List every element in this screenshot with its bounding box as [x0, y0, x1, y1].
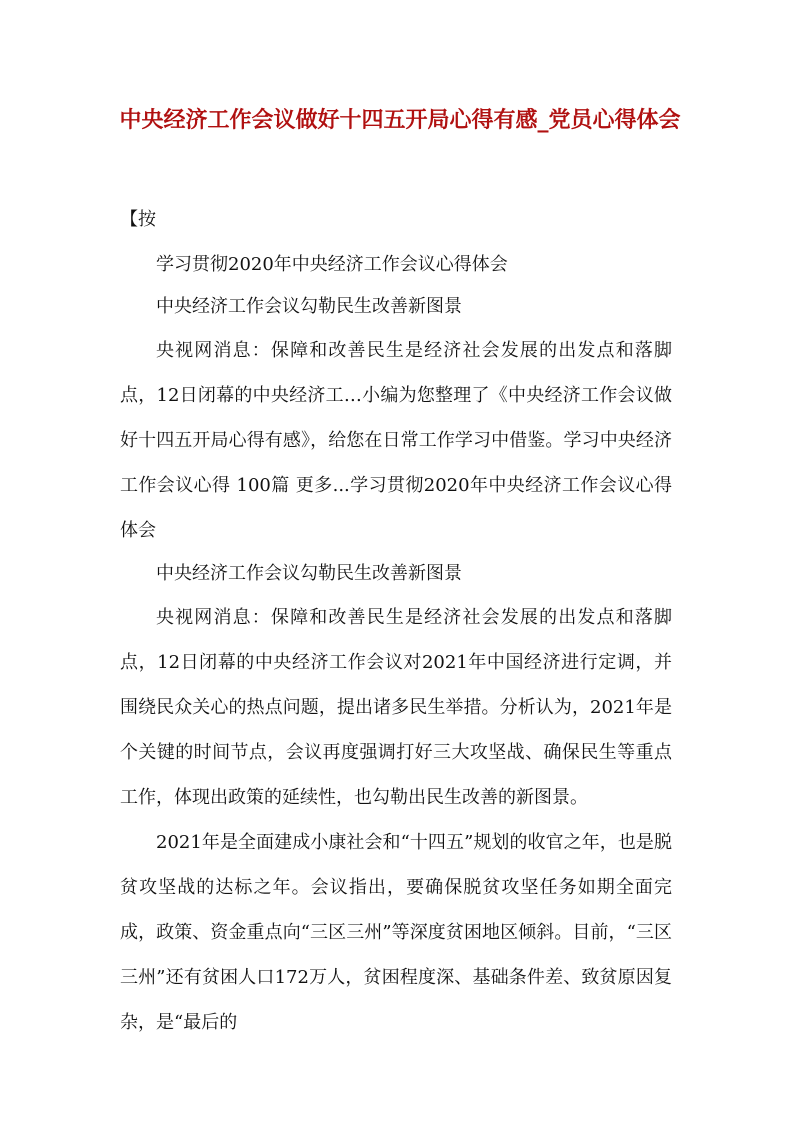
document-body — [120, 244, 672, 1045]
paragraph-heading-repeat: 中央经济工作会议勾勒民生改善新图景 — [156, 563, 462, 584]
paragraph-intro: 央视网消息：保障和改善民生是经济社会发展的出发点和落脚点，12日闭幕的中央经济工…小编为您整理了《中央经济工作会议做好十四五开局心得有感》，给您在日常工作学习中借鉴。学习中央经济工作会议心得 100篇 更多...学习贯彻2020年中央经济工作会议心得体会 — [120, 340, 672, 541]
paragraph-2021: 2021年是全面建成小康社会和“十四五”规划的收官之年，也是脱贫攻坚战的达标之年。会议指出，要确保脱贫攻坚任务如期全面完成，政策、资金重点向“三区三州”等深度贫困地区倾斜。目前，“三区三州”还有贫困人口172万人，贫困程度深、基础条件差、致贫原因复杂，是“最后的 — [120, 832, 672, 1033]
note-bracket: 【按 — [120, 209, 156, 230]
paragraph-heading: 中央经济工作会议勾勒民生改善新图景 — [156, 296, 462, 317]
paragraph-cctv-news: 央视网消息：保障和改善民生是经济社会发展的出发点和落脚点，12日闭幕的中央经济工作会议对2021年中国经济进行定调，并围绕民众关心的热点问题，提出诸多民生举措。分析认为，2021年是个关键的时间节点，会议再度强调打好三大攻坚战、确保民生等重点工作，体现出政策的延续性，也勾勒出民生改善的新图景。 — [120, 607, 672, 808]
document-title: 中央经济工作会议做好十四五开局心得有感_党员心得体会 — [119, 107, 681, 133]
paragraph-subtitle: 学习贯彻2020年中央经济工作会议心得体会 — [156, 254, 508, 275]
